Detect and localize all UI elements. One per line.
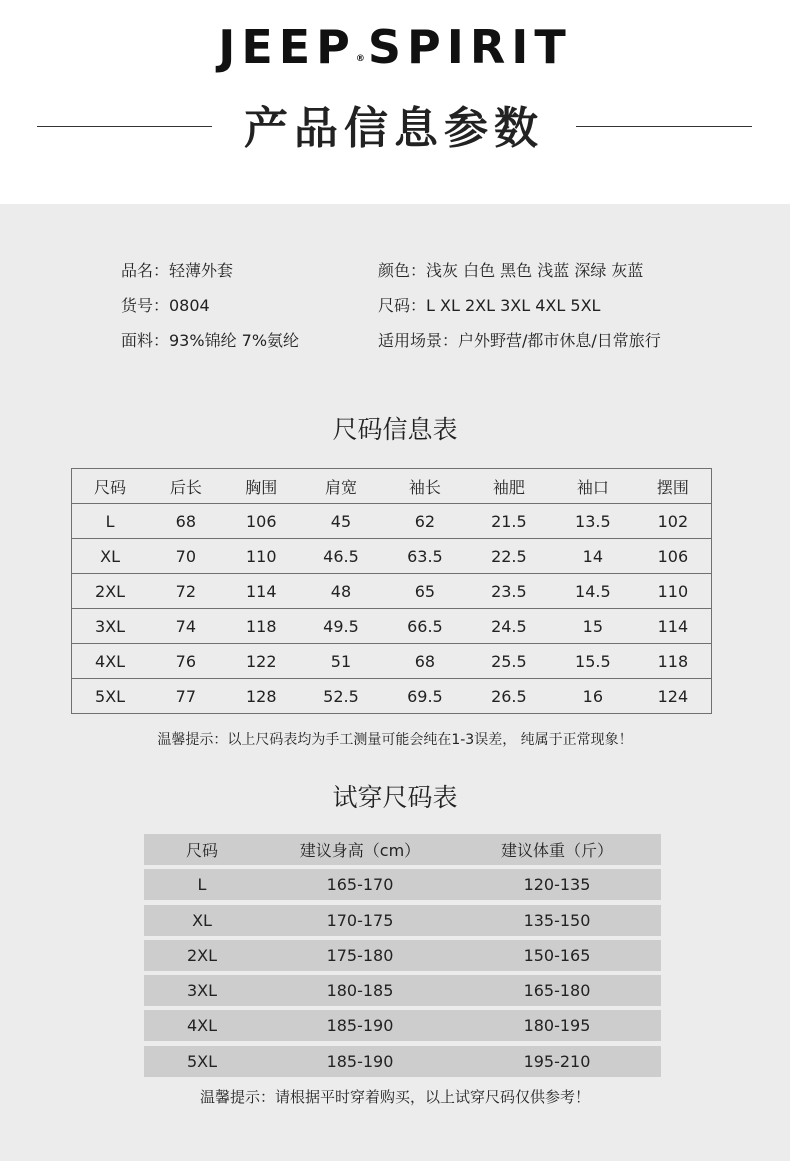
table-cell: 185-190 xyxy=(326,1016,394,1036)
product-colors: 颜色：浅灰 白色 黑色 浅蓝 深绿 灰蓝 xyxy=(378,261,644,280)
heading-divider-right xyxy=(576,126,752,127)
table-cell: 68 xyxy=(383,644,467,679)
table-cell: 63.5 xyxy=(383,539,467,574)
table-cell: 124 xyxy=(635,679,712,714)
product-code: 货号：0804 xyxy=(121,296,210,315)
table-cell: 13.5 xyxy=(551,504,635,539)
table-cell: 45 xyxy=(299,504,383,539)
table-cell: 22.5 xyxy=(467,539,551,574)
table-cell: 5XL xyxy=(186,1051,218,1071)
product-scene: 适用场景：户外野营/都市休息/日常旅行 xyxy=(378,331,661,350)
heading-row xyxy=(0,92,790,158)
table-cell: 26.5 xyxy=(467,679,551,714)
table-cell: 135-150 xyxy=(523,910,591,930)
table-row xyxy=(72,574,712,609)
table-cell: 114 xyxy=(635,609,712,644)
brand-name: JEEP®SPIRIT xyxy=(218,20,572,74)
table-row xyxy=(144,1010,661,1041)
fit-table-header-row xyxy=(144,834,661,865)
table-row xyxy=(72,504,712,539)
table-cell: 51 xyxy=(299,644,383,679)
table-row xyxy=(144,940,661,971)
table-cell: 21.5 xyxy=(467,504,551,539)
table-cell: 180-195 xyxy=(523,1016,591,1036)
product-info-left xyxy=(121,260,299,365)
fit-table-header: 建议身高（cm） xyxy=(299,841,421,860)
table-cell: 106 xyxy=(224,504,299,539)
table-cell: 49.5 xyxy=(299,609,383,644)
registered-mark: ® xyxy=(355,54,365,64)
size-table-header: 摆围 xyxy=(635,469,712,504)
size-table-header-row xyxy=(72,469,712,504)
table-cell: 165-170 xyxy=(326,875,394,895)
table-row xyxy=(72,679,712,714)
size-table-title: 尺码信息表 xyxy=(332,415,458,444)
table-cell: 23.5 xyxy=(467,574,551,609)
table-cell: 48 xyxy=(299,574,383,609)
heading-divider-left xyxy=(37,126,212,127)
product-name: 品名：轻薄外套 xyxy=(121,261,234,280)
table-cell: 3XL xyxy=(186,981,218,1001)
table-cell: 2XL xyxy=(186,945,218,965)
table-cell: 185-190 xyxy=(326,1051,394,1071)
table-cell: 175-180 xyxy=(326,945,394,965)
table-row xyxy=(72,609,712,644)
table-cell: 4XL xyxy=(72,644,149,679)
table-cell: L xyxy=(72,504,149,539)
table-cell: 3XL xyxy=(72,609,149,644)
fit-table-note: 温馨提示：请根据平时穿着购买，以上试穿尺码仅供参考！ xyxy=(199,1088,590,1106)
fit-table-title: 试穿尺码表 xyxy=(332,783,458,812)
table-cell: 110 xyxy=(224,539,299,574)
product-fabric: 面料：93%锦纶 7%氨纶 xyxy=(121,331,300,350)
size-table-header: 肩宽 xyxy=(299,469,383,504)
product-info-right xyxy=(378,260,661,365)
size-table-header: 后长 xyxy=(148,469,223,504)
table-cell: 14 xyxy=(551,539,635,574)
size-table-header: 袖口 xyxy=(551,469,635,504)
table-cell: 150-165 xyxy=(523,945,591,965)
table-cell: 69.5 xyxy=(383,679,467,714)
table-cell: 120-135 xyxy=(523,875,591,895)
table-cell: 5XL xyxy=(72,679,149,714)
table-cell: XL xyxy=(72,539,149,574)
details-section xyxy=(0,204,790,1161)
table-cell: 46.5 xyxy=(299,539,383,574)
table-cell: 165-180 xyxy=(523,981,591,1001)
table-cell: L xyxy=(197,875,207,895)
size-table-header: 胸围 xyxy=(224,469,299,504)
size-table xyxy=(71,468,712,714)
table-cell: 180-185 xyxy=(326,981,394,1001)
table-cell: 128 xyxy=(224,679,299,714)
size-table-header: 袖肥 xyxy=(467,469,551,504)
size-table-header: 尺码 xyxy=(72,469,149,504)
header-section xyxy=(0,0,790,204)
table-cell: 2XL xyxy=(72,574,149,609)
table-cell: 15 xyxy=(551,609,635,644)
table-cell: 16 xyxy=(551,679,635,714)
table-cell: 68 xyxy=(148,504,223,539)
table-cell: 70 xyxy=(148,539,223,574)
table-cell: 106 xyxy=(635,539,712,574)
table-cell: 118 xyxy=(224,609,299,644)
table-cell: 62 xyxy=(383,504,467,539)
table-row xyxy=(144,869,661,900)
brand-logo xyxy=(0,20,790,74)
table-cell: XL xyxy=(192,910,212,930)
table-cell: 72 xyxy=(148,574,223,609)
table-cell: 114 xyxy=(224,574,299,609)
table-cell: 170-175 xyxy=(326,910,394,930)
table-cell: 102 xyxy=(635,504,712,539)
table-row xyxy=(72,539,712,574)
table-cell: 15.5 xyxy=(551,644,635,679)
table-cell: 52.5 xyxy=(299,679,383,714)
table-cell: 66.5 xyxy=(383,609,467,644)
fit-table-header: 建议体重（斤） xyxy=(500,841,613,860)
table-row xyxy=(144,905,661,936)
table-row xyxy=(144,1046,661,1077)
table-cell: 110 xyxy=(635,574,712,609)
table-cell: 118 xyxy=(635,644,712,679)
size-table-header: 袖长 xyxy=(383,469,467,504)
table-cell: 14.5 xyxy=(551,574,635,609)
table-cell: 4XL xyxy=(186,1016,218,1036)
table-cell: 195-210 xyxy=(523,1051,591,1071)
table-cell: 122 xyxy=(224,644,299,679)
table-cell: 65 xyxy=(383,574,467,609)
table-cell: 25.5 xyxy=(467,644,551,679)
size-table-note: 温馨提示：以上尺码表均为手工测量可能会纯在1-3误差， 纯属于正常现象！ xyxy=(157,732,633,748)
fit-table xyxy=(144,834,661,1081)
fit-table-header: 尺码 xyxy=(185,841,218,860)
table-cell: 24.5 xyxy=(467,609,551,644)
table-row xyxy=(72,644,712,679)
table-cell: 77 xyxy=(148,679,223,714)
product-sizes: 尺码：L XL 2XL 3XL 4XL 5XL xyxy=(378,296,601,315)
table-row xyxy=(144,975,661,1006)
table-cell: 74 xyxy=(148,609,223,644)
page-title: 产品信息参数 xyxy=(244,103,544,154)
table-cell: 76 xyxy=(148,644,223,679)
